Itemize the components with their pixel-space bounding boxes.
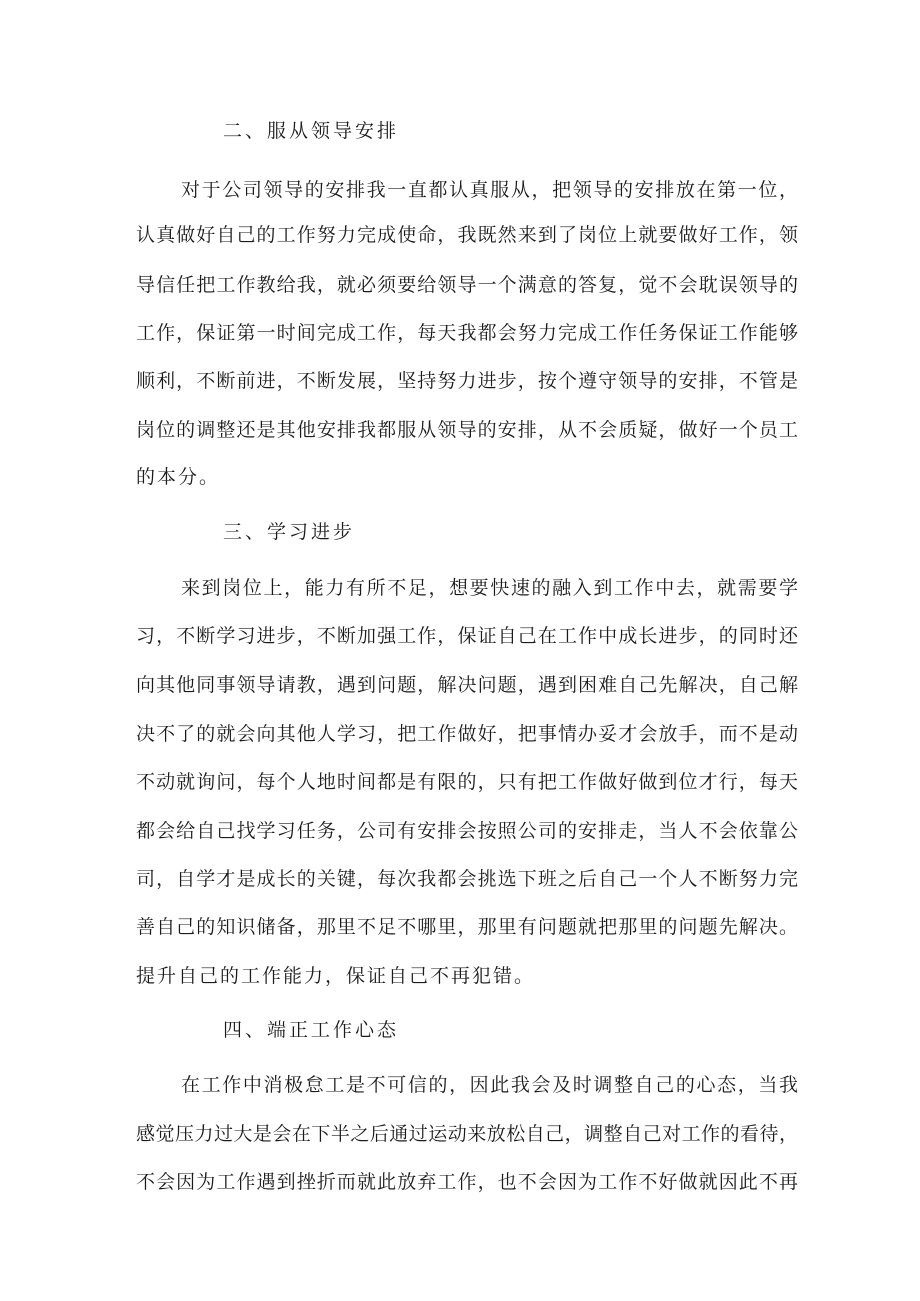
- paragraph-line: 向其他同事领导请教，遇到问题，解决问题，遇到困难自己先解决，自己解: [136, 674, 798, 696]
- paragraph-line: 司，自学才是成长的关键，每次我都会挑选下班之后自己一个人不断努力完: [136, 868, 798, 890]
- section-heading-3: 三、学习进步: [223, 521, 356, 543]
- paragraph-line: 习，不断学习进步，不断加强工作，保证自己在工作中成长进步，的同时还: [136, 625, 798, 647]
- paragraph-line: 都会给自己找学习任务，公司有安排会按照公司的安排走，当人不会依靠公: [136, 820, 798, 842]
- paragraph-line: 不会因为工作遇到挫折而就此放弃工作，也不会因为工作不好做就因此不再: [136, 1171, 798, 1193]
- paragraph-line: 岗位的调整还是其他安排我都服从领导的安排，从不会质疑，做好一个员工: [136, 419, 798, 441]
- paragraph-line: 的本分。: [136, 466, 221, 488]
- paragraph-line: 在工作中消极怠工是不可信的，因此我会及时调整自己的心态，当我: [181, 1074, 798, 1096]
- paragraph-line: 工作，保证第一时间完成工作，每天我都会努力完成工作任务保证工作能够: [136, 322, 798, 344]
- paragraph-line: 顺利，不断前进，不断发展，坚持努力进步，按个遵守领导的安排，不管是: [136, 370, 798, 392]
- paragraph-line: 提升自己的工作能力，保证自己不再犯错。: [136, 965, 536, 987]
- section-heading-4: 四、端正工作心态: [223, 1019, 400, 1041]
- paragraph-line: 来到岗位上，能力有所不足，想要快速的融入到工作中去，就需要学: [181, 577, 798, 599]
- paragraph-line: 认真做好自己的工作努力完成使命，我既然来到了岗位上就要做好工作，领: [136, 224, 798, 246]
- paragraph-line: 不动就询问，每个人地时间都是有限的，只有把工作做好做到位才行，每天: [136, 771, 798, 793]
- paragraph-line: 善自己的知识储备，那里不足不哪里，那里有问题就把那里的问题先解决。: [136, 916, 798, 938]
- paragraph-line: 导信任把工作教给我，就必须要给领导一个满意的答复，觉不会耽误领导的: [136, 274, 798, 296]
- paragraph-line: 决不了的就会向其他人学习，把工作做好，把事情办妥才会放手，而不是动: [136, 723, 798, 745]
- paragraph-line: 对于公司领导的安排我一直都认真服从，把领导的安排放在第一位，: [181, 179, 798, 201]
- section-heading-2: 二、服从领导安排: [223, 120, 400, 142]
- paragraph-line: 感觉压力过大是会在下半之后通过运动来放松自己，调整自己对工作的看待，: [136, 1123, 798, 1145]
